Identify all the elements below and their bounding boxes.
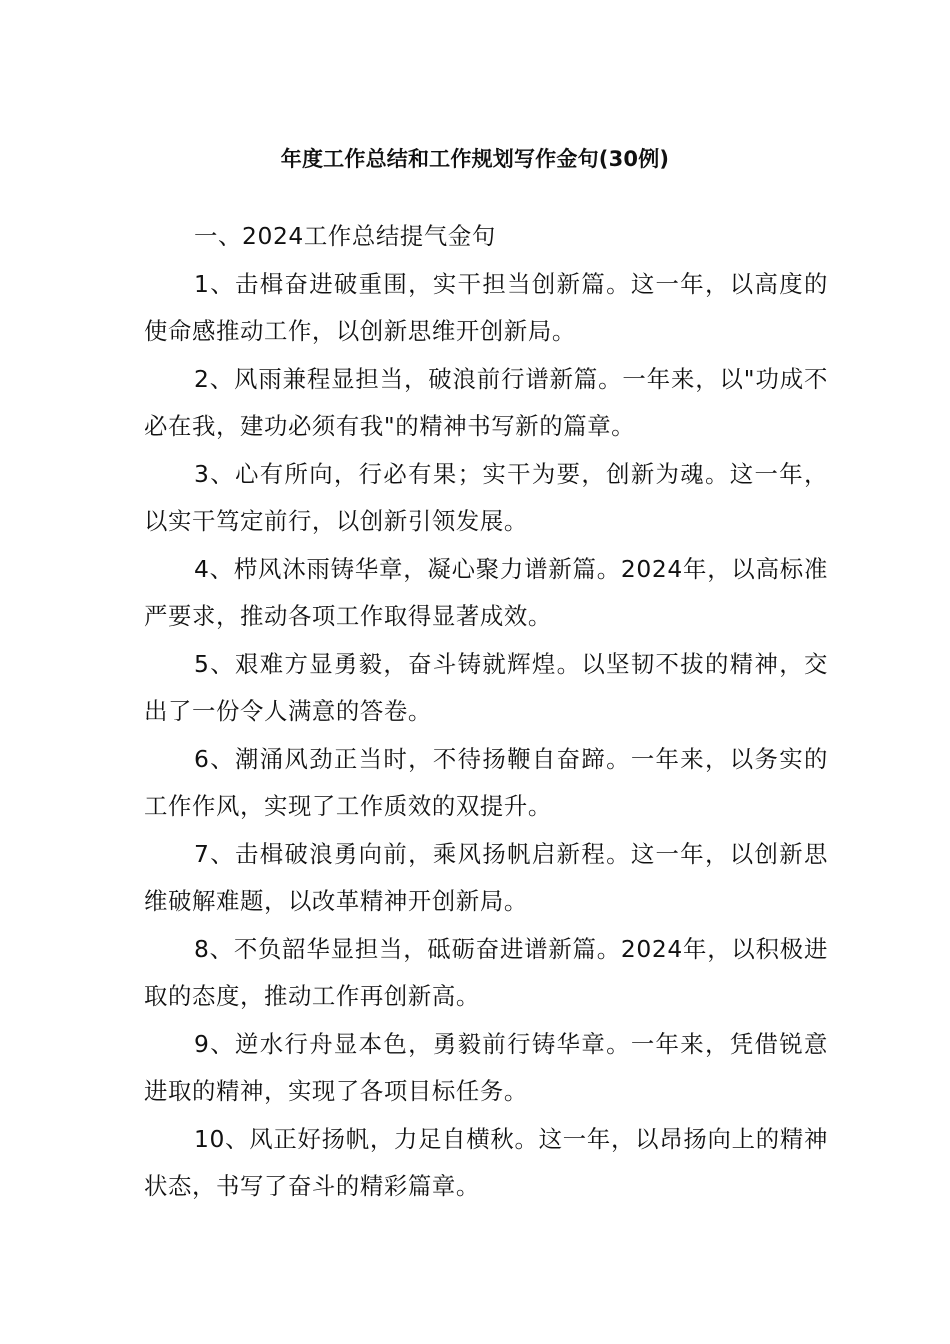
document-title: 年度工作总结和工作规划写作金句(30例) bbox=[280, 147, 670, 171]
paragraph-9: 9、逆水行舟显本色，勇毅前行铸华章。一年来，凭借锐意进取的精神，实现了各项目标任务。 bbox=[144, 1029, 828, 1105]
section-heading: 一、2024工作总结提气金句 bbox=[194, 222, 496, 250]
paragraph-1: 1、击楫奋进破重围，实干担当创新篇。这一年，以高度的使命感推动工作，以创新思维开创新局。 bbox=[144, 269, 828, 345]
paragraph-6: 6、潮涌风劲正当时，不待扬鞭自奋蹄。一年来，以务实的工作作风，实现了工作质效的双提升。 bbox=[144, 744, 828, 820]
paragraph-3: 3、心有所向，行必有果；实干为要，创新为魂。这一年，以实干笃定前行，以创新引领发展。 bbox=[144, 459, 828, 535]
paragraph-7: 7、击楫破浪勇向前，乘风扬帆启新程。这一年，以创新思维破解难题，以改革精神开创新局。 bbox=[144, 839, 828, 915]
paragraph-5: 5、艰难方显勇毅，奋斗铸就辉煌。以坚韧不拔的精神，交出了一份令人满意的答卷。 bbox=[144, 649, 828, 725]
paragraph-8: 8、不负韶华显担当，砥砺奋进谱新篇。2024年，以积极进取的态度，推动工作再创新高。 bbox=[144, 934, 828, 1010]
paragraph-2: 2、风雨兼程显担当，破浪前行谱新篇。一年来，以"功成不必在我，建功必须有我"的精神书写新的篇章。 bbox=[144, 364, 828, 440]
paragraph-4: 4、栉风沐雨铸华章，凝心聚力谱新篇。2024年，以高标准严要求，推动各项工作取得显著成效。 bbox=[144, 554, 828, 630]
document-body bbox=[144, 213, 828, 1211]
paragraph-10: 10、风正好扬帆，力足自横秋。这一年，以昂扬向上的精神状态，书写了奋斗的精彩篇章。 bbox=[144, 1124, 828, 1200]
